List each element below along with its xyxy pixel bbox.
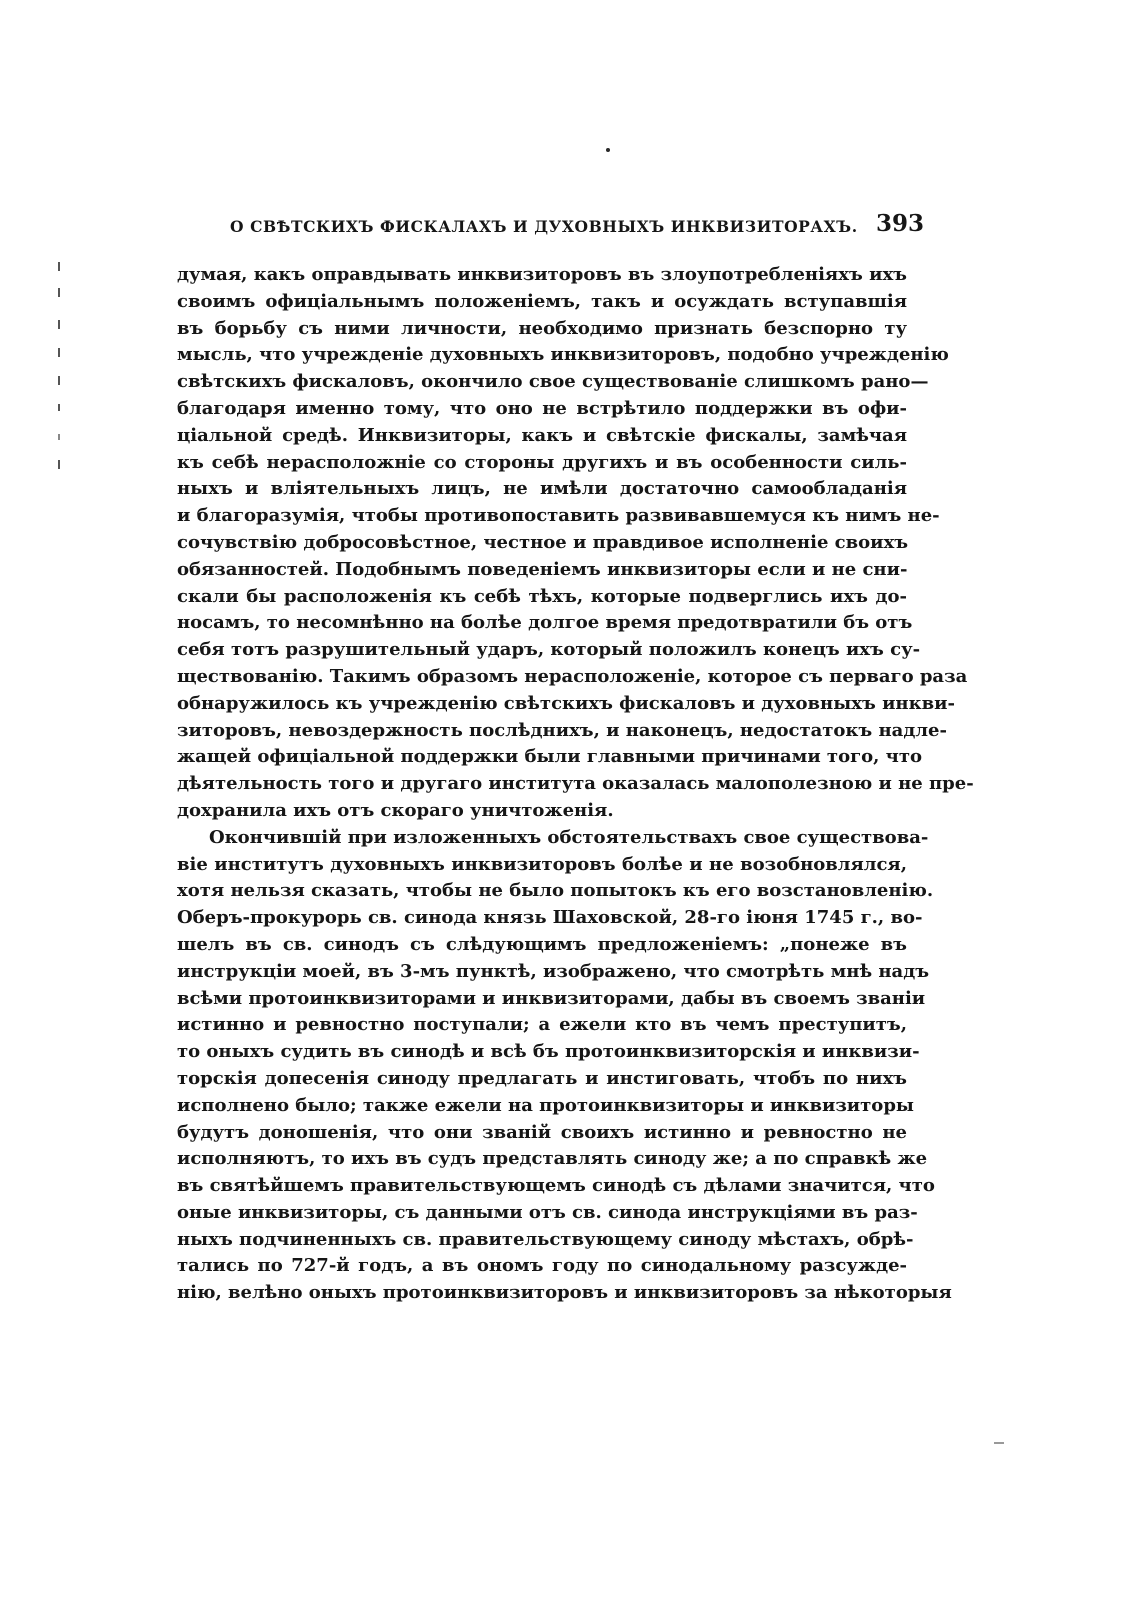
text-line: и благоразумія, чтобы противопоставить развивавшемуся къ нимъ не- [177,505,940,527]
text-line: истинно и ревностно поступали; а ежели кто въ чемъ преступитъ, [177,1014,907,1036]
text-line: ществованію. Такимъ образомъ нерасположеніе, которое съ перваго раза [177,665,968,687]
text-line: ныхъ и вліятельныхъ лицъ, не имѣли достаточно самообладанія [177,478,907,500]
ink-speck [606,148,610,152]
text-line: въ святѣйшемъ правительствующемъ синодѣ съ дѣлами значится, что [177,1175,935,1197]
text-line: зиторовъ, невоздержность послѣднихъ, и наконецъ, недостатокъ надле- [177,719,947,741]
text-line: свѣтскихъ фискаловъ, окончило свое существованіе слишкомъ рано— [177,371,929,393]
text-line: исполнено было; также ежели на протоинквизиторы и инквизиторы [177,1094,914,1116]
text-line: Окончившій при изложенныхъ обстоятельствахъ свое существова- [209,826,929,848]
text-line: дохранила ихъ отъ скораго уничтоженія. [177,799,614,821]
text-line: ныхъ подчиненныхъ св. правительствующему синоду мѣстахъ, обрѣ- [177,1228,914,1250]
text-line: ціальной средѣ. Инквизиторы, какъ и свѣтскіе фискалы, замѣчая [177,424,907,446]
text-line: себя тотъ разрушительный ударъ, который положилъ конецъ ихъ су- [177,639,921,661]
text-line: жащей офиціальной поддержки были главными причинами того, что [177,746,922,768]
paragraph [177,262,974,825]
body-text [177,262,974,1307]
text-line: тались по 727-й годъ, а въ ономъ году по синодальному разсужде- [177,1255,907,1277]
text-line: въ борьбу съ ними личности, необходимо признать безспорно ту [177,317,907,339]
text-line: носамъ, то несомнѣнно на болѣе долгое время предотвратили бъ отъ [177,612,913,634]
running-head-title: О СВѢТСКИХЪ ФИСКАЛАХЪ И ДУХОВНЫХЪ ИНКВИЗИТОРАХЪ. [230,217,858,236]
text-line: исполняютъ, то ихъ въ судъ представлять синоду же; а по справкѣ же [177,1148,928,1170]
text-line: дѣятельность того и другаго института оказалась малополезною и не пре- [177,773,974,795]
text-line: думая, какъ оправдывать инквизиторовъ въ злоупотребленіяхъ ихъ [177,264,907,285]
text-line: къ себѣ нерасположніе со стороны другихъ и въ особенности силь- [177,451,907,473]
text-line: инструкціи моей, въ 3-мъ пунктѣ, изображено, что смотрѣть мнѣ надъ [177,960,930,982]
text-line: своимъ офиціальнымъ положеніемъ, такъ и осуждать вступавшія [177,290,907,312]
ink-speck [994,1442,1004,1444]
text-line: то оныхъ судить въ синодѣ и всѣ бъ протоинквизиторскія и инквизи- [177,1041,920,1063]
paragraph [177,825,952,1307]
text-line: шелъ въ св. синодъ съ слѣдующимъ предложеніемъ: „понеже въ [177,933,907,955]
text-line: мысль, что учрежденіе духовныхъ инквизиторовъ, подобно учрежденію [177,344,949,366]
text-line: сочувствію добросовѣстное, честное и правдивое исполненіе своихъ [177,531,909,553]
text-line: будутъ доношенія, что они званій своихъ истинно и ревностно не [177,1121,907,1143]
text-line: хотя нельзя сказать, чтобы не было попытокъ къ его возстановленію. [177,880,934,902]
text-line: нію, велѣно оныхъ протоинквизиторовъ и инквизиторовъ за нѣкоторыя [177,1282,952,1304]
running-head [222,210,924,240]
text-line: обязанностей. Подобнымъ поведеніемъ инквизиторы если и не сни- [177,558,908,580]
text-line: благодаря именно тому, что оно не встрѣтило поддержки въ офи- [177,397,907,419]
text-line: віе институтъ духовныхъ инквизиторовъ болѣе и не возобновлялся, [177,853,907,875]
text-line: оные инквизиторы, съ данными отъ св. синода инструкціями въ раз- [177,1201,918,1223]
margin-marks [55,262,65,492]
page-number: 393 [875,210,924,237]
text-line: обнаружилось къ учрежденію свѣтскихъ фискаловъ и духовныхъ инкви- [177,692,955,714]
text-line: всѣми протоинквизиторами и инквизиторами, дабы въ своемъ званіи [177,987,926,1009]
text-line: торскія допесенія синоду предлагать и инстиговать, чтобъ по нихъ [177,1067,907,1089]
text-line: Оберъ-прокурорь св. синода князь Шаховской, 28-го іюня 1745 г., во- [177,907,923,929]
text-line: скали бы расположенія къ себѣ тѣхъ, которые подверглись ихъ до- [177,585,907,607]
